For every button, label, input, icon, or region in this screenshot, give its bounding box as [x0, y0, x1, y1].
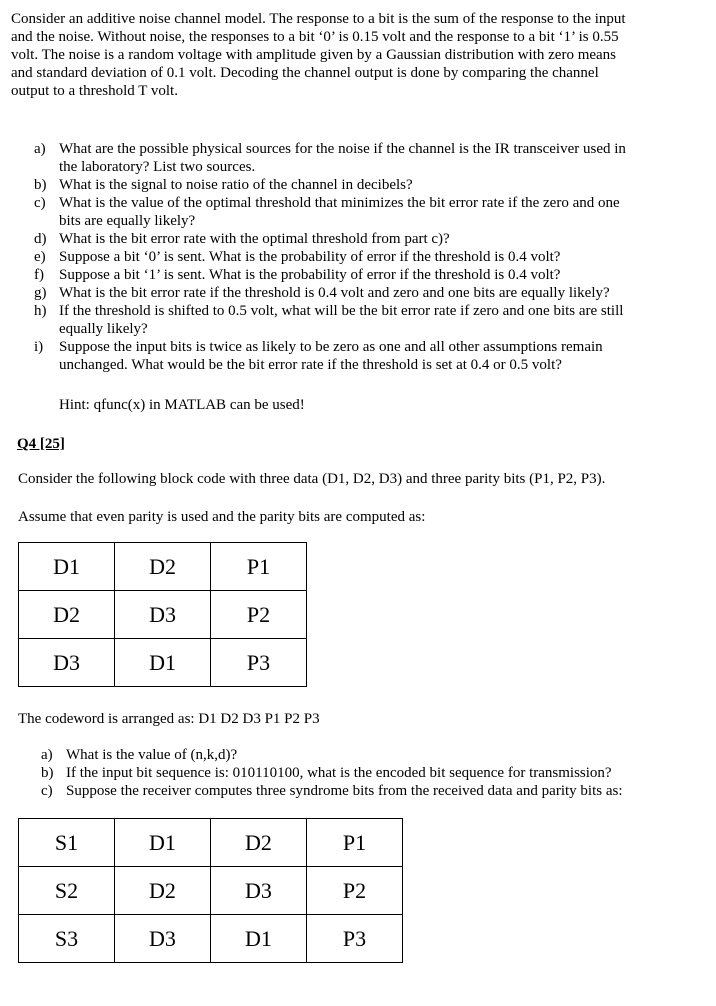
- table-cell: P1: [211, 543, 307, 591]
- question-item-b: [34, 176, 694, 194]
- question-line: unchanged. What would be the bit error rate if the threshold is set at 0.4 or 0.5 volt?: [59, 357, 562, 373]
- question-item-d: [34, 230, 694, 248]
- table-cell: D2: [115, 543, 211, 591]
- q4-question-item-c: [41, 782, 681, 800]
- question-line: What is the value of the optimal threshold that minimizes the bit error rate if the zero and one: [59, 195, 620, 211]
- table-cell: S3: [19, 915, 115, 963]
- question-item-c: [34, 194, 694, 230]
- table-row: [19, 819, 403, 867]
- codeword-text: The codeword is arranged as: D1 D2 D3 P1 P2 P3: [18, 711, 320, 727]
- table-cell: D1: [19, 543, 115, 591]
- q4-heading: Q4 [25]: [17, 436, 65, 452]
- intro-line: and standard deviation of 0.1 volt. Decoding the channel output is done by comparing the channel: [11, 65, 599, 81]
- table-cell: D1: [115, 639, 211, 687]
- table-cell: D1: [210, 915, 306, 963]
- table-cell: P1: [307, 819, 403, 867]
- intro-line: volt. The noise is a random voltage with amplitude given by a Gaussian distribution with zero means: [11, 47, 617, 63]
- table-cell: P3: [211, 639, 307, 687]
- table-cell: D1: [114, 819, 210, 867]
- question-line: What is the signal to noise ratio of the channel in decibels?: [59, 177, 413, 193]
- table-cell: D3: [114, 915, 210, 963]
- table-cell: P2: [307, 867, 403, 915]
- table-row: [19, 591, 307, 639]
- question-line: If the input bit sequence is: 010110100, what is the encoded bit sequence for transmission?: [66, 765, 612, 781]
- question-line: If the threshold is shifted to 0.5 volt, what will be the bit error rate if zero and one bits are still: [59, 303, 624, 319]
- table-cell: D2: [114, 867, 210, 915]
- intro-line: output to a threshold T volt.: [11, 83, 178, 99]
- table-cell: P3: [307, 915, 403, 963]
- q4-question-list: [41, 746, 681, 800]
- question-label: f): [34, 267, 44, 283]
- intro-paragraph: [11, 10, 701, 100]
- question-line: What is the bit error rate if the threshold is 0.4 volt and zero and one bits are equally likely?: [59, 285, 610, 301]
- table-cell: S1: [19, 819, 115, 867]
- question-line: the laboratory? List two sources.: [59, 159, 256, 175]
- question-label: c): [34, 195, 46, 211]
- hint-text: Hint: qfunc(x) in MATLAB can be used!: [59, 397, 305, 413]
- question-list: [34, 140, 694, 374]
- question-item-f: [34, 266, 694, 284]
- table-cell: D2: [19, 591, 115, 639]
- table-cell: D3: [210, 867, 306, 915]
- table-cell: D3: [115, 591, 211, 639]
- table-cell: D2: [210, 819, 306, 867]
- intro-line: Consider an additive noise channel model. The response to a bit is the sum of the response to the input: [11, 11, 626, 27]
- question-line: What are the possible physical sources for the noise if the channel is the IR transceiver used in: [59, 141, 626, 157]
- question-line: What is the bit error rate with the optimal threshold from part c)?: [59, 231, 450, 247]
- question-label: g): [34, 285, 47, 301]
- question-line: Suppose a bit ‘1’ is sent. What is the probability of error if the threshold is 0.4 volt?: [59, 267, 561, 283]
- parity-table: [18, 542, 307, 687]
- q4-question-item-a: [41, 746, 681, 764]
- question-label: d): [34, 231, 47, 247]
- q4-question-item-b: [41, 764, 681, 782]
- question-item-g: [34, 284, 694, 302]
- table-row: [19, 639, 307, 687]
- question-label: c): [41, 783, 53, 799]
- question-line: bits are equally likely?: [59, 213, 196, 229]
- question-label: b): [41, 765, 54, 781]
- q4-parity-text: Assume that even parity is used and the parity bits are computed as:: [18, 509, 426, 525]
- question-line: Suppose a bit ‘0’ is sent. What is the probability of error if the threshold is 0.4 volt?: [59, 249, 561, 265]
- question-item-a: [34, 140, 694, 176]
- question-label: a): [34, 141, 46, 157]
- table-cell: P2: [211, 591, 307, 639]
- table-cell: S2: [19, 867, 115, 915]
- question-line: Suppose the input bits is twice as likely to be zero as one and all other assumptions remain: [59, 339, 603, 355]
- question-item-i: [34, 338, 694, 374]
- table-row: [19, 867, 403, 915]
- intro-line: and the noise. Without noise, the responses to a bit ‘0’ is 0.15 volt and the response to a bit ‘1’ is 0.55: [11, 29, 619, 45]
- table-row: [19, 543, 307, 591]
- table-cell: D3: [19, 639, 115, 687]
- question-label: e): [34, 249, 46, 265]
- question-line: Suppose the receiver computes three syndrome bits from the received data and parity bits as:: [66, 783, 623, 799]
- question-label: i): [34, 339, 44, 355]
- question-label: a): [41, 747, 53, 763]
- table-row: [19, 915, 403, 963]
- question-item-h: [34, 302, 694, 338]
- question-label: h): [34, 303, 47, 319]
- syndrome-table: [18, 818, 403, 963]
- question-label: b): [34, 177, 47, 193]
- question-line: What is the value of (n,k,d)?: [66, 747, 238, 763]
- question-item-e: [34, 248, 694, 266]
- q4-intro-text: Consider the following block code with three data (D1, D2, D3) and three parity bits (P1, P2, P3).: [18, 471, 606, 487]
- question-line: equally likely?: [59, 321, 148, 337]
